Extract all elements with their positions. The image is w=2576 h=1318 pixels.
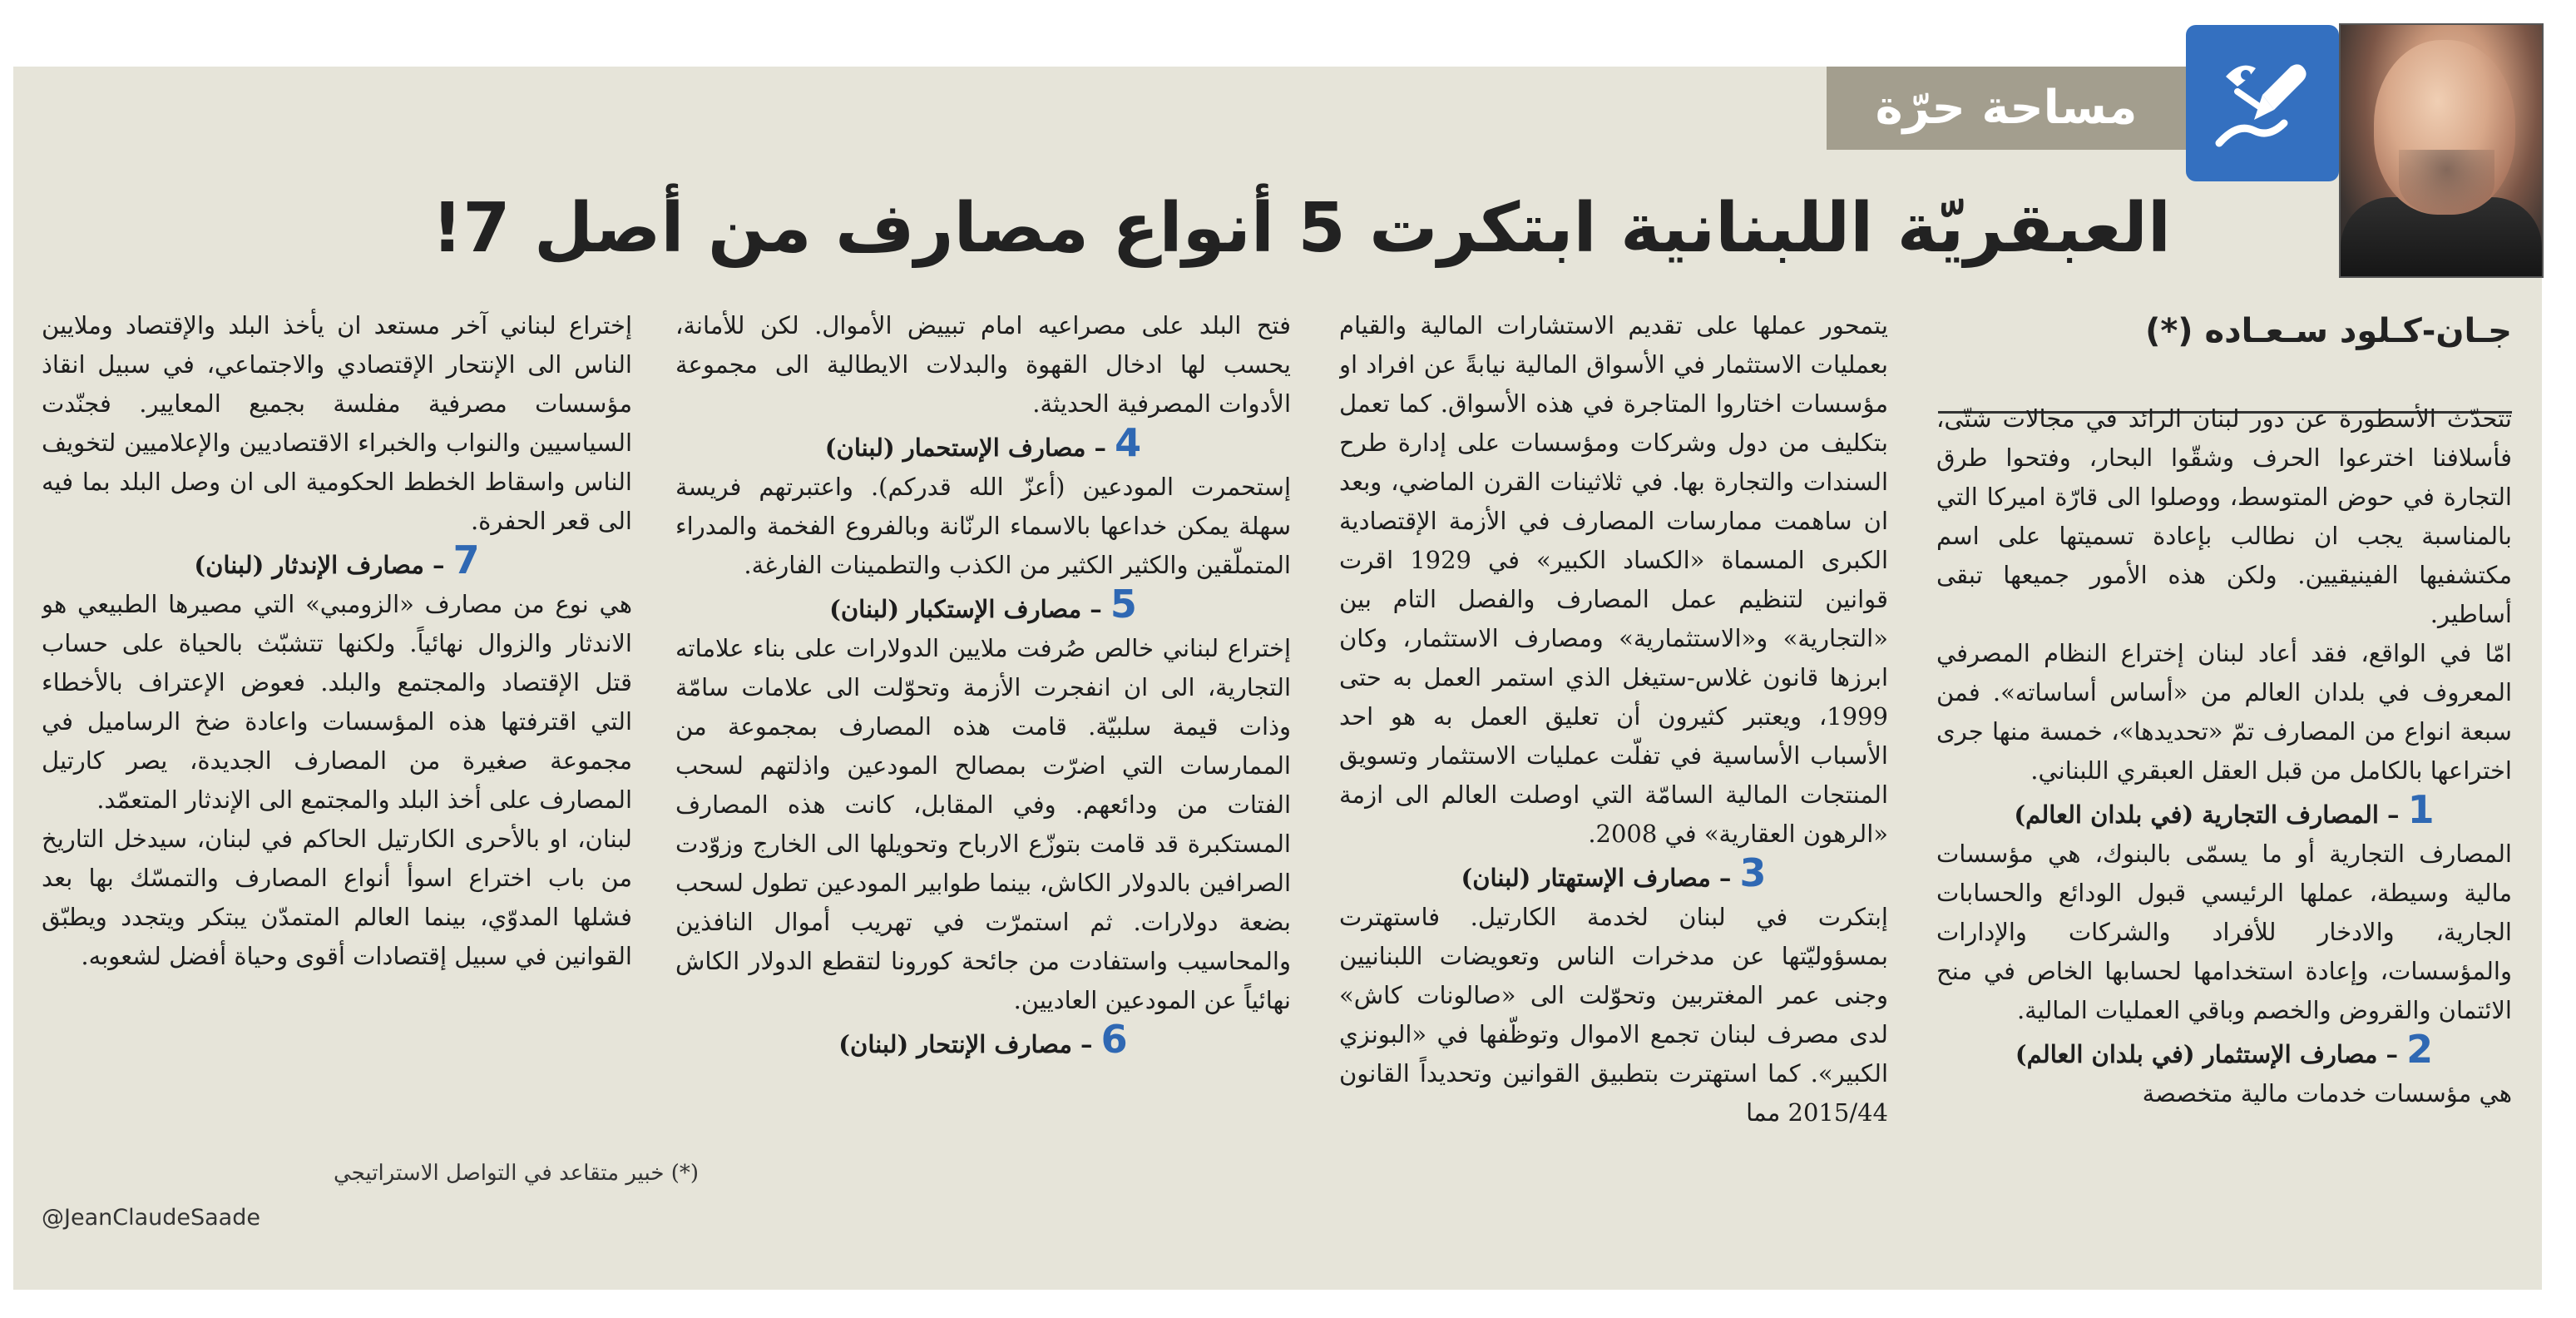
section-rubric: مساحة حرّة [1827, 67, 2186, 150]
subheading [42, 538, 632, 585]
section-number: 4 [1115, 420, 1142, 465]
paragraph: فتح البلد على مصراعيه امام تبييض الأموال. لكن للأمانة، يحسب لها ادخال القهوة والبدلات الايطالية الى مجموعة الأدوات المصرفية الحديثة. [675, 311, 1291, 418]
paragraph: إختراع لبناني آخر مستعد ان يأخذ البلد والإقتصاد وملايين الناس الى الإنتحار الإقتصادي والاجتماعي، في سبيل انقاذ مؤسسات مصرفية مفلسة بجميع المعايير. فجنّدت السياسيين والنواب والخبراء الاقتصاديين والإعلاميين لتخويف الناس واسقاط الخطط الحكومية الى ان وصل البلد بما فيه الى قعر الحفرة. [42, 311, 632, 535]
paragraph: هي مؤسسات خدمات مالية متخصصة [2142, 1079, 2512, 1107]
author-beard [2399, 150, 2494, 216]
subheading [1339, 850, 1888, 898]
byline: جـان-كـلود سـعـاده (*) [2145, 312, 2512, 350]
author-photo [2339, 23, 2544, 278]
headline: العبقريّة اللبنانية ابتكرت 5 أنواع مصارف من أصل 7! [431, 189, 2171, 268]
pen-writing-icon [2204, 43, 2321, 160]
paragraph: هي نوع من مصارف «الزومبي» التي مصيرها الطبيعي هو الاندثار والزوال نهائياً. ولكنها تتشبّث بالحياة على حساب قتل الإقتصاد والمجتمع والبلد. فعوض الإعتراف بالأخطاء التي اقترفتها هذه المؤسسات واعادة ضخ الرساميل في مجموعة صغيرة من المصارف الجديدة، يصر كارتيل المصارف على أخذ البلد والمجتمع الى الإندثار المتعمّد. [42, 590, 632, 814]
paragraph: يتمحور عملها على تقديم الاستشارات المالية والقيام بعمليات الاستثمار في الأسواق المالية نيابةً عن افراد او مؤسسات اختاروا المتاجرة في هذه الأسواق. كما تعمل بتكليف من دول وشركات ومؤسسات على إدارة طرح السندات والتجارة بها. في ثلاثينات القرن الماضي، وبعد ان ساهمت ممارسات المصارف في الأزمة الإقتصادية الكبرى المسماة «الكساد الكبير» في 1929 اقرت قوانين لتنظيم عمل المصارف والفصل التام بين «التجارية» و«الاستثمارية» ومصارف الاستثمار، وكان ابرزها قانون غلاس-ستيغل الذي استمر العمل به حتى 1999، ويعتبر كثيرون أن تعليق العمل به هو احد الأسباب الأساسية في تفلّت عمليات الاستثمار وتسويق المنتجات المالية السامّة التي اوصلت العالم الى ازمة «الرهون العقارية» في 2008. [1339, 311, 1888, 848]
subheading [1936, 787, 2512, 835]
subheading-text: – مصارف الإستثمار (في بلدان العالم) [2015, 1040, 2399, 1068]
column-2 [1339, 306, 1888, 1263]
subheading-text: – مصارف الإندثار (لبنان) [194, 551, 445, 579]
paragraph: إستحمرت المودعين (أعزّ الله قدركم). واعتبرتهم فريسة سهلة يمكن خداعها بالاسماء الرنّانة وبالفروع الفخمة والمدراء المتملّقين والكثير الكثير من الكذب والتطمينات الفارغة. [675, 473, 1291, 579]
paragraph: لبنان، او بالأحرى الكارتيل الحاكم في لبنان، سيدخل التاريخ من باب اختراع اسوأ أنواع المصارف والتمسّك بها بعد فشلها المدوّي، بينما العالم المتمدّن يبتكر ويتجدد ويطبّق القوانين في سبيل إقتصادات أقوى وحياة أفضل لشعوبه. [42, 825, 632, 970]
column-4 [42, 306, 632, 1155]
paragraph: إبتكرت في لبنان لخدمة الكارتيل. فاستهترت بمسؤوليّتها عن مدخرات الناس وتعويضات اللبنانيين وجنى عمر المغتربين وتحوّلت الى «صالونات كاش» لدى مصرف لبنان تجمع الاموال وتوظّفها في «البونزي الكبير». كما استهترت بتطبيق القوانين وتحديداً القانون 2015/44 مما [1339, 903, 1888, 1127]
section-number: 2 [2406, 1027, 2434, 1072]
subheading [675, 1017, 1291, 1064]
section-number: 7 [452, 538, 480, 582]
subheading [1936, 1027, 2512, 1074]
subheading-text: – مصارف الإستحمار (لبنان) [824, 434, 1107, 462]
section-number: 1 [2407, 787, 2435, 832]
subheading [675, 420, 1291, 468]
paragraph: امّا في الواقع، فقد أعاد لبنان إختراع النظام المصرفي المعروف في بلدان العالم من «أساس أساساته». فمن سبعة انواع من المصارف تمّ «تحديدها»، خمسة منها جرى اختراعها بالكامل من قبل العقل العبقري اللبناني. [1936, 639, 2512, 785]
section-number: 5 [1110, 582, 1137, 627]
subheading-text: – المصارف التجارية (في بلدان العالم) [2014, 800, 2400, 829]
section-number: 6 [1100, 1017, 1128, 1062]
column-logo [2186, 25, 2339, 181]
author-footnote: (*) خبير متقاعد في التواصل الاستراتيجي [333, 1161, 699, 1186]
subheading-text: – مصارف الإستهتار (لبنان) [1461, 864, 1732, 892]
section-number: 3 [1739, 850, 1767, 895]
subheading [675, 582, 1291, 629]
subheading-text: – مصارف الإنتحار (لبنان) [838, 1030, 1093, 1058]
paragraph: تتحدّث الأسطورة عن دور لبنان الرائد في مجالات شتّى، فأسلافنا اخترعوا الحرف وشقّوا البحار، وفتحوا طرق التجارة في حوض المتوسط، ووصلوا الى قارّة اميركا التي بالمناسبة يجب ان نطالب بإعادة تسميتها على اسم مكتشفيها الفينيقيين. ولكن هذه الأمور جميعها تبقى أساطير. [1936, 404, 2512, 628]
column-1 [1936, 399, 2512, 1265]
twitter-handle[interactable]: @JeanClaudeSaade [42, 1205, 260, 1231]
paragraph: إختراع لبناني خالص صُرفت ملايين الدولارات على بناء علاماته التجارية، الى ان انفجرت الأزمة وتحوّلت الى علامات سامّة وذات قيمة سلبيّة. قامت هذه المصارف بمجموعة من الممارسات التي اضرّت بمصالح المودعين واذلتهم لسحب الفتات من ودائعهم. وفي المقابل، كانت هذه المصارف المستكبرة قد قامت بتوزّع الارباح وتحويلها الى الخارج وزوّدت الصرافين بالدولار الكاش، بينما طوابير المودعين تطول لسحب بضعة دولارات. ثم استمرّت في تهريب أموال النافذين والمحاسيب واستفادت من جائحة كورونا لتقطع الدولار الكاش نهائياً عن المودعين العاديين. [675, 634, 1291, 1014]
subheading-text: – مصارف الإستكبار (لبنان) [829, 595, 1102, 623]
column-3 [675, 306, 1291, 1263]
paragraph: المصارف التجارية أو ما يسمّى بالبنوك، هي مؤسسات مالية وسيطة، عملها الرئيسي قبول الودائع والحسابات الجارية، والادخار للأفراد والشركات والإدارات والمؤسسات، وإعادة استخدامها لحسابها الخاص في منح الائتمان والقروض والخصم وباقي العمليات المالية. [1936, 840, 2512, 1024]
